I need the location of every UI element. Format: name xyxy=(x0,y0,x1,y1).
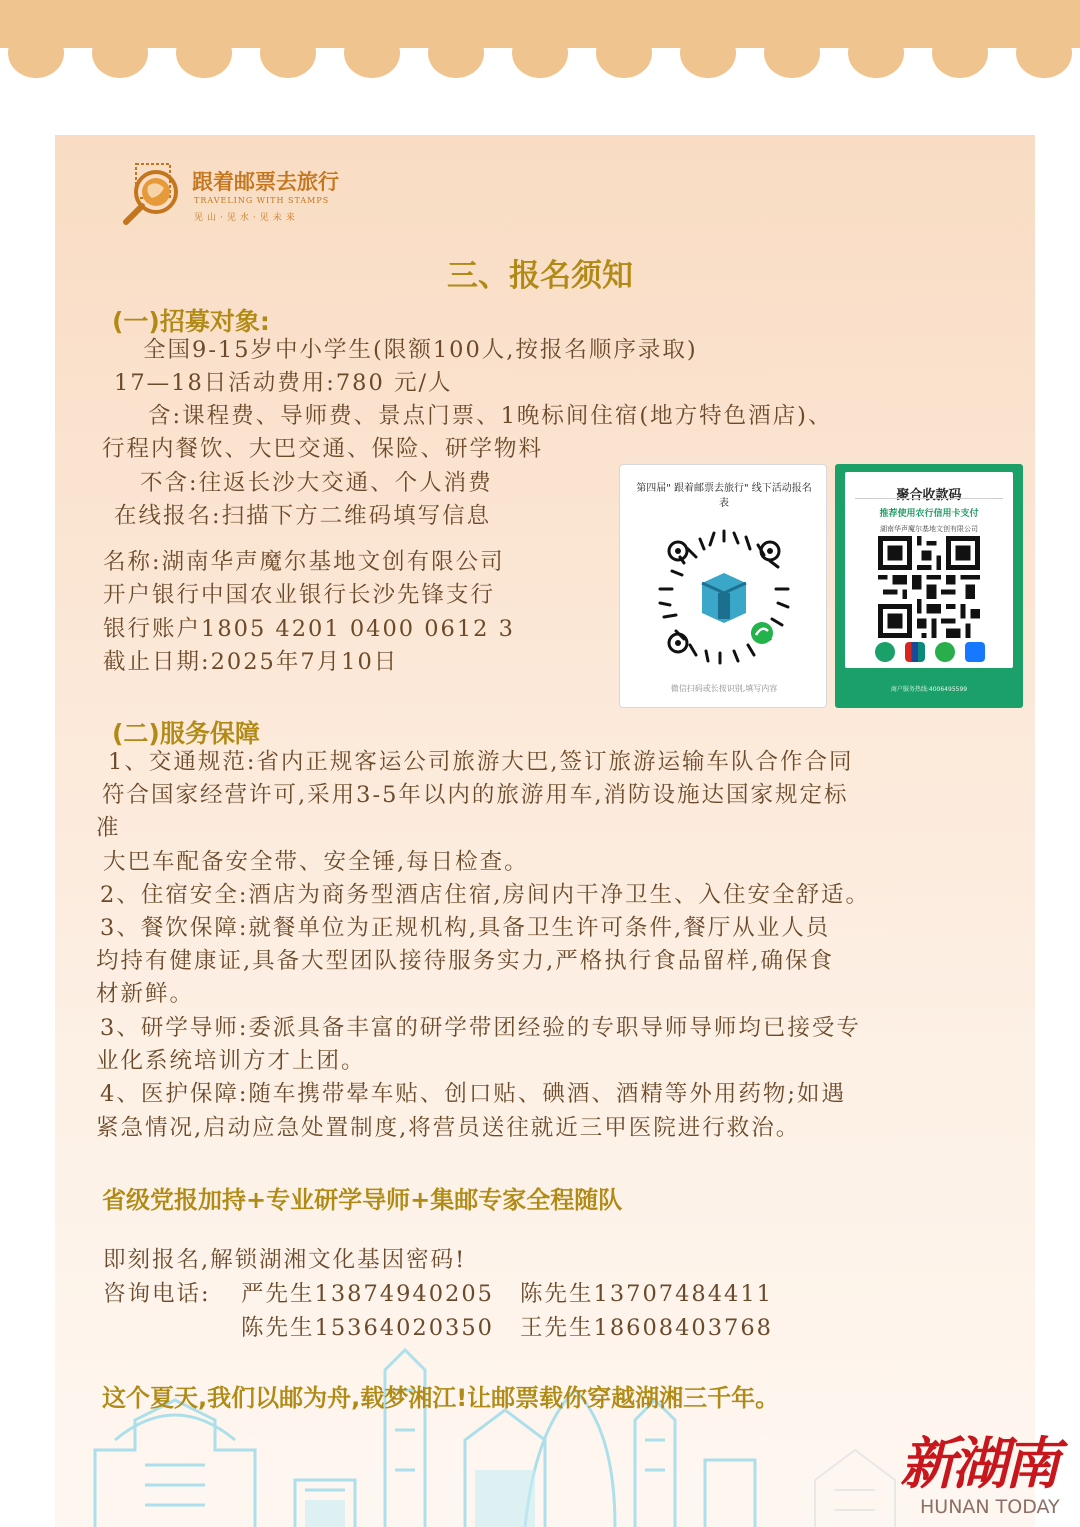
scallop xyxy=(8,28,64,78)
text-line: 紧急情况,启动应急处置制度,将营员送往就近三甲医院进行救治。 xyxy=(96,1115,801,1141)
text-line: 1、交通规范:省内正规客运公司旅游大巴,签订旅游运输车队合作合同 xyxy=(108,749,854,775)
text-line: 准 xyxy=(96,815,121,841)
brand-name-en: HUNAN TODAY xyxy=(920,1496,1060,1518)
bank-line: 名称:湖南华声魔尔基地文创有限公司 xyxy=(103,549,505,575)
hunan-today-logo xyxy=(900,1420,1080,1527)
section-title-recruit: (一)招募对象: xyxy=(112,307,270,336)
text-line: 不含:往返长沙大交通、个人消费 xyxy=(140,470,493,496)
section-title-service: (二)服务保障 xyxy=(112,719,260,748)
contact-phone[interactable]: 王先生18608403768 xyxy=(520,1315,773,1341)
payment-qr-subtitle: 推荐使用农行信用卡支付 xyxy=(879,509,979,519)
scallop xyxy=(176,28,232,78)
contact-phone[interactable]: 陈先生15364020350 xyxy=(241,1315,494,1341)
bank-line: 截止日期:2025年7月10日 xyxy=(103,649,399,675)
alipay-icon xyxy=(965,642,985,662)
payment-qr-card[interactable] xyxy=(835,464,1023,708)
scallop xyxy=(680,28,736,78)
scallop xyxy=(512,28,568,78)
scallop xyxy=(596,28,652,78)
scallop xyxy=(428,28,484,78)
scallop xyxy=(92,28,148,78)
scallop xyxy=(848,28,904,78)
divider xyxy=(855,498,1003,499)
text-line: 均持有健康证,具备大型团队接待服务实力,严格执行食品留样,确保食 xyxy=(96,948,834,974)
bank-line: 银行账户1805 4201 0400 0612 3 xyxy=(103,616,515,642)
unionpay-icon xyxy=(905,642,925,662)
payment-qr-footer: 商户服务热线:4006495599 xyxy=(890,686,968,693)
text-line: 全国9-15岁中小学生(限额100人,按报名顺序录取) xyxy=(143,337,698,363)
logo-tagline: 见山·见水·见未来 xyxy=(194,213,299,223)
signup-qr-card[interactable] xyxy=(619,464,827,708)
payment-methods xyxy=(871,642,991,664)
city-skyline-illustration xyxy=(55,1330,1035,1527)
payment-qr-panel xyxy=(845,472,1013,668)
contact-phone[interactable]: 陈先生13707484411 xyxy=(520,1281,773,1307)
mini-program-qr-icon xyxy=(654,527,794,667)
text-line: 符合国家经营许可,采用3-5年以内的旅游用车,消防设施达国家规定标 xyxy=(102,782,849,808)
bank-line: 开户银行中国农业银行长沙先锋支行 xyxy=(103,582,496,608)
text-line: 4、医护保障:随车携带晕车贴、创口贴、碘酒、酒精等外用药物;如遇 xyxy=(100,1081,846,1107)
stamp-edge-border xyxy=(0,0,1080,80)
signup-qr-footer: 微信扫码或长按识别,填写内容 xyxy=(670,684,778,693)
abc-bank-icon xyxy=(875,642,895,662)
stamp-magnifier-globe-icon xyxy=(120,162,190,226)
contact-phone[interactable]: 严先生13874940205 xyxy=(241,1281,494,1307)
brand-name-cn: 新湖南 xyxy=(900,1431,1056,1497)
page-title: 三、报名须知 xyxy=(447,258,633,294)
logo-subtitle: TRAVELING WITH STAMPS xyxy=(194,196,330,205)
payment-qr-icon xyxy=(878,536,980,638)
text-line: 材新鲜。 xyxy=(96,981,195,1007)
scallop xyxy=(932,28,988,78)
scallop xyxy=(260,28,316,78)
text-line: 3、餐饮保障:就餐单位为正规机构,具备卫生许可条件,餐厅从业人员 xyxy=(100,915,831,941)
text-line: 3、研学导师:委派具备丰富的研学带团经验的专职导师导师均已接受专 xyxy=(100,1015,861,1041)
scallop xyxy=(344,28,400,78)
cta-text: 即刻报名,解锁湖湘文化基因密码! xyxy=(103,1247,467,1273)
closing-slogan: 这个夏天,我们以邮为舟,载梦湘江!让邮票载你穿越湖湘三千年。 xyxy=(102,1384,780,1412)
text-line: 业化系统培训方才上团。 xyxy=(96,1048,366,1074)
logo-title: 跟着邮票去旅行 xyxy=(192,170,339,194)
scallop xyxy=(1016,28,1072,78)
text-line: 2、住宿安全:酒店为商务型酒店住宿,房间内干净卫生、入住安全舒适。 xyxy=(100,882,871,908)
payment-qr-title: 聚合收款码 xyxy=(896,488,962,503)
contact-label: 咨询电话: xyxy=(103,1281,211,1307)
brand-logo xyxy=(120,160,360,230)
payment-qr-company: 湖南华声魔尔基地文创有限公司 xyxy=(880,525,978,533)
highlight-slogan: 省级党报加持+专业研学导师+集邮专家全程随队 xyxy=(102,1186,623,1214)
scallop xyxy=(764,28,820,78)
wechat-pay-icon xyxy=(935,642,955,662)
text-line: 行程内餐饮、大巴交通、保险、研学物料 xyxy=(102,436,544,462)
signup-qr-title: 第四届" 跟着邮票去旅行" 线下活动报名表 xyxy=(636,483,812,509)
text-line: 大巴车配备安全带、安全锤,每日检查。 xyxy=(103,849,529,875)
text-line: 在线报名:扫描下方二维码填写信息 xyxy=(114,503,492,529)
text-line: 含:课程费、导师费、景点门票、1晚标间住宿(地方特色酒店)、 xyxy=(148,403,833,429)
text-line: 17—18日活动费用:780 元/人 xyxy=(114,370,453,396)
